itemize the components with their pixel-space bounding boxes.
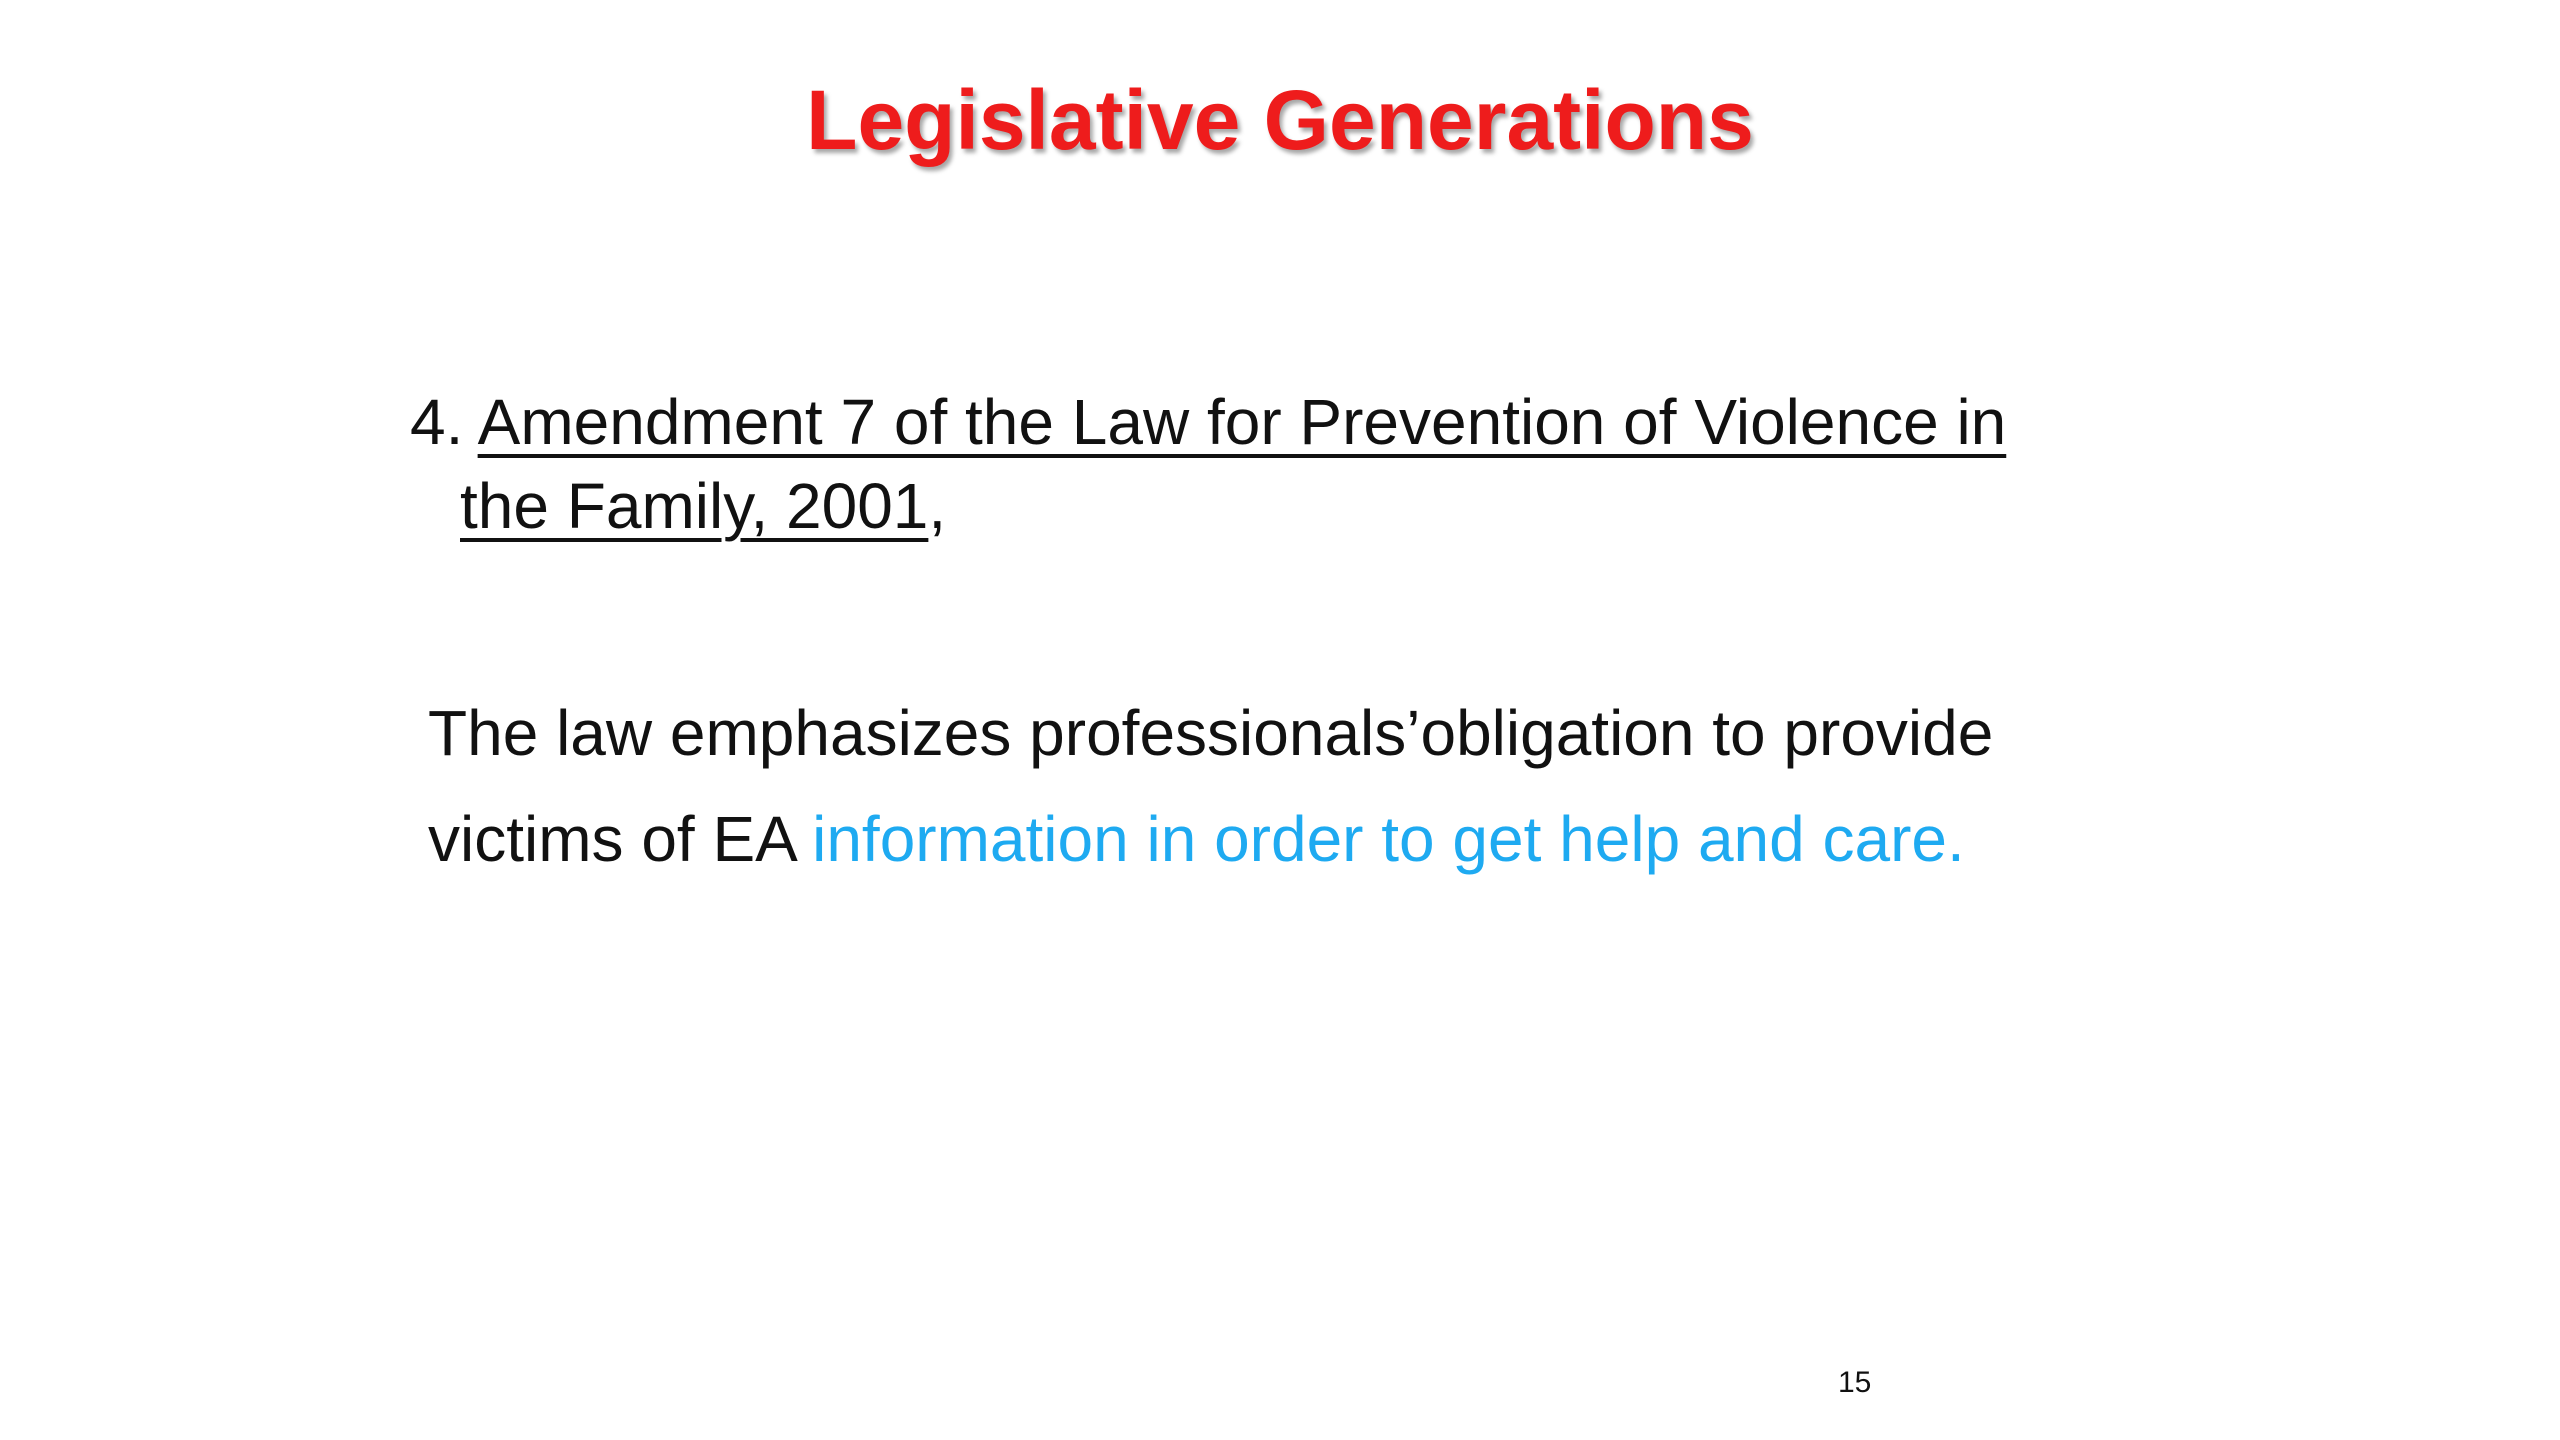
body-paragraph-highlight-text: information in order to get help and care. bbox=[812, 803, 1965, 875]
slide-title: Legislative Generations bbox=[806, 73, 1754, 167]
item-trailing-comma: , bbox=[928, 470, 947, 542]
numbered-item-line-2 bbox=[410, 464, 2210, 548]
body-paragraph-line-2 bbox=[428, 786, 2228, 892]
body-paragraph-line-1: The law emphasizes professionals’obligation to provide bbox=[428, 697, 1994, 769]
numbered-item-line-1 bbox=[410, 380, 2210, 464]
body-paragraph bbox=[428, 680, 2228, 892]
law-title-underlined-part-2: the Family, 2001 bbox=[460, 470, 929, 542]
body-paragraph-plain-text: victims of EA bbox=[428, 803, 813, 875]
page-number: 15 bbox=[1838, 1366, 1872, 1399]
law-title-underlined-part-1: Amendment 7 of the Law for Prevention of Violence in bbox=[477, 386, 2007, 458]
numbered-item bbox=[410, 380, 2210, 548]
item-number: 4. bbox=[410, 386, 464, 458]
